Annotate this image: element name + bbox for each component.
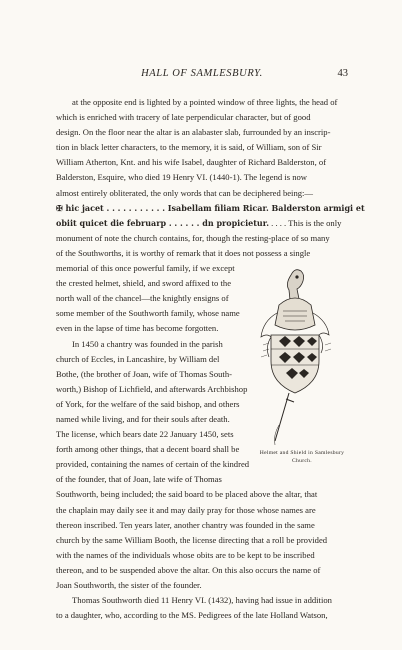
text-run: . . . . This is the only bbox=[269, 217, 342, 228]
text-line: thereon inscribed. Ten years later, another chantry was founded in the same bbox=[56, 519, 315, 530]
running-title: HALL OF SAMLESBURY. bbox=[141, 68, 263, 79]
text-line: In 1450 a chantry was founded in the parish bbox=[72, 338, 223, 349]
text-line: Southworth, being included; the said board to be placed above the altar, that bbox=[56, 489, 318, 500]
text-line: at the opposite end is lighted by a pointed window of three lights, the head of bbox=[72, 97, 338, 107]
text-line: worth,) Bishop of Lichfield, and afterwards Archbishop bbox=[56, 383, 248, 394]
text-line: forth among other things, that a decent board shall be bbox=[56, 444, 240, 455]
text-line: with the names of the individuals whose obits are to be kept to be inscribed bbox=[56, 549, 315, 560]
text-line: memorial of this once powerful family, if we except bbox=[56, 263, 235, 274]
text-line: north wall of the chancel—the knightly ensigns of bbox=[56, 293, 229, 304]
text-line: of York, for the welfare of the said bishop, and others bbox=[56, 398, 240, 409]
text-line: monument of note the church contains, for, though the resting-place of so many bbox=[56, 232, 330, 243]
figure-caption bbox=[252, 449, 352, 465]
paragraph-3 bbox=[56, 593, 349, 623]
text-line: even in the lapse of time has become forgotten. bbox=[56, 323, 219, 334]
inscription-line-2 bbox=[56, 216, 349, 231]
running-header bbox=[56, 68, 348, 82]
text-line: almost entirely obliterated, the only words that can be deciphered being:— bbox=[56, 187, 314, 198]
text-line: provided, containing the names of certain of the kindred bbox=[56, 459, 250, 470]
text-line: Balderston, Esquire, who died 19 Henry VI. (1440-1). The legend is now bbox=[56, 172, 308, 183]
helmet-shield-illustration bbox=[249, 265, 349, 447]
text-line: church by the same William Booth, the license directing that a roll be provided bbox=[56, 534, 328, 545]
sword bbox=[275, 393, 294, 441]
text-line: William Atherton, Knt. and his wife Isabel, daughter of Richard Balderston, of bbox=[56, 157, 327, 168]
text-line: some member of the Southworth family, whose name bbox=[56, 308, 240, 319]
text-line: Bothe, (the brother of Joan, wife of Thomas South- bbox=[56, 368, 232, 379]
caption-line: Church. bbox=[292, 458, 312, 464]
text-line: church of Eccles, in Lancashire, by William del bbox=[56, 353, 220, 364]
text-line: tion in black letter characters, to the memory, it is said, of William, son of Sir bbox=[56, 142, 322, 153]
text-line: the crested helmet, shield, and sword affixed to the bbox=[56, 278, 232, 289]
text-line: the chaplain may daily see it and may daily pray for those whose names are bbox=[56, 504, 316, 515]
crest-figure bbox=[287, 270, 303, 302]
text-line: to a daughter, who, according to the MS. Pedigrees of the late Holland Watson, bbox=[56, 610, 328, 621]
text-line: thereon, and to be suspended above the altar. On this also occurs the name of bbox=[56, 564, 321, 575]
text-line: of the founder, that of Joan, late wife of Thomas bbox=[56, 474, 222, 485]
text-line: The license, which bears date 22 January 1450, sets bbox=[56, 429, 234, 440]
caption-line: Helmet and Shield in Samlesbury bbox=[259, 450, 345, 456]
text-line: design. On the floor near the altar is an alabaster slab, furrounded by an inscrip- bbox=[56, 127, 331, 138]
text-line: Joan Southworth, the sister of the founder. bbox=[56, 580, 202, 590]
helmet bbox=[275, 298, 315, 330]
text-line: Thomas Southworth died 11 Henry VI. (1432), having had issue in addition bbox=[72, 595, 332, 606]
text-line: of the Southworths, it is worthy of remark that it does not possess a single bbox=[56, 247, 311, 258]
text-line: named while living, and for their souls after death. bbox=[56, 413, 230, 424]
page-number: 43 bbox=[337, 68, 348, 79]
blackletter-inscription: ✠ hic jacet . . . . . . . . . . . Isabellam filiam Ricar. Balderston armigi et bbox=[56, 202, 365, 213]
text-line: which is enriched with tracery of late perpendicular character, but of good bbox=[56, 112, 311, 123]
blackletter-inscription: obiit quicet die februarp . . . . . . dn propicietur. bbox=[56, 217, 269, 228]
